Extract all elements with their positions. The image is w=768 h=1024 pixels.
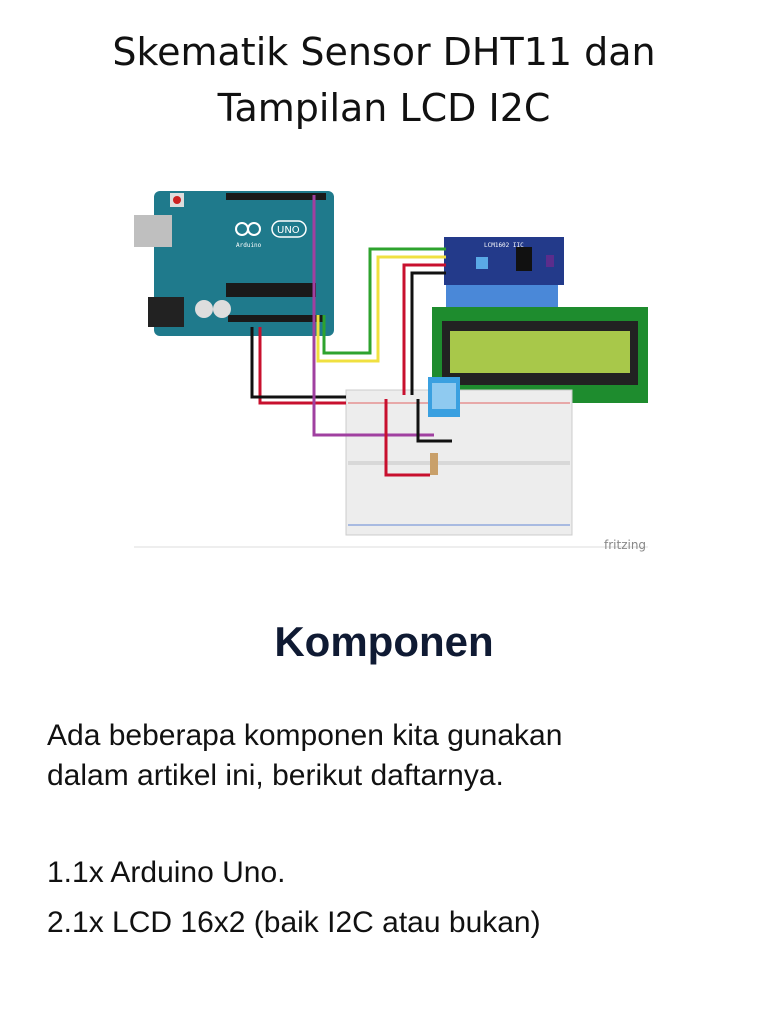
intro-line-2: dalam artikel ini, berikut daftarnya.: [47, 759, 504, 792]
arduino-uno-label: UNO: [277, 225, 300, 236]
lcd-16x2: [432, 307, 648, 403]
arduino-uno-board: [134, 191, 334, 336]
section-intro: [47, 716, 737, 796]
title-line-2: Tampilan LCD I2C: [217, 86, 551, 130]
i2c-pins: [446, 285, 558, 307]
fritzing-credit: fritzing: [604, 538, 647, 552]
component-item-lcd: 2.1x LCD 16x2 (baik I2C atau bukan): [47, 906, 541, 939]
title-line-1: Skematik Sensor DHT11 dan: [112, 30, 656, 74]
resistor: [430, 453, 438, 475]
page-title: [0, 24, 768, 136]
digital-header: [226, 193, 326, 200]
section-heading: Komponen: [274, 618, 494, 665]
analog-header: [228, 315, 324, 322]
arduino-brand-text: Arduino: [236, 242, 262, 249]
power-jack: [148, 297, 184, 327]
dht11-sensor: [428, 377, 460, 417]
i2c-backpack-module: [444, 237, 564, 307]
circuit-schematic: [134, 185, 654, 555]
atmega-chip: [226, 283, 316, 297]
lcd-screen: [450, 331, 630, 373]
usb-port: [134, 215, 172, 247]
intro-line-1: Ada beberapa komponen kita gunakan: [47, 719, 563, 752]
i2c-module-label: LCM1602 IIC: [484, 242, 524, 249]
component-item-arduino: 1.1x Arduino Uno.: [47, 856, 286, 889]
component-list: [47, 848, 747, 948]
